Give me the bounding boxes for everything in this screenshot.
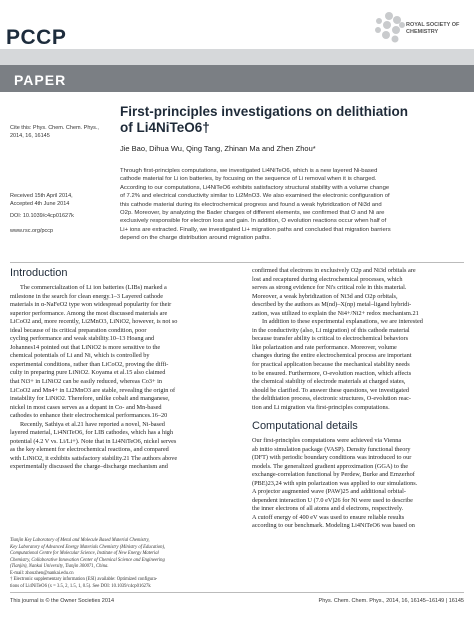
computational-body <box>252 437 464 531</box>
divider <box>10 262 464 263</box>
rsc-logo-text: ROYAL SOCIETY OF CHEMISTRY <box>406 22 460 35</box>
abstract <box>120 167 465 243</box>
body-line: the delithiation process, electronic structures, O-evolution reac- <box>252 395 411 403</box>
affiliation-line: (Tianjin), Nankai University, Tianjin 300071, China. <box>10 564 109 569</box>
affiliation-block <box>10 538 222 590</box>
computational-line: dependent interaction U (7.0 eV)26 for Ni were used to describe <box>252 496 413 504</box>
body-line: changes during the entire electrochemical process are important <box>252 352 412 360</box>
intro-line: experimentally discussed the charge–discharge mechanism and <box>10 463 168 471</box>
computational-line: A cutoff energy of 400 eV was used to ensure reliable results <box>252 513 405 521</box>
body-line: the chemical stability of electrode materials at charged states, <box>252 378 406 386</box>
corresponding-email[interactable]: E-mail: zhouzhen@nankai.edu.cn <box>10 570 74 576</box>
body-line: because transfer ability is critical to electrochemical behaviors <box>252 335 409 343</box>
footer-citation: Phys. Chem. Chem. Phys., 2014, 16, 16145–16149 | 16145 <box>318 598 464 604</box>
intro-line: experimental conditions, rather than LiCoO2, proving the diffi- <box>10 360 169 368</box>
body-line: zation, was utilized to explain the Ni4+/Ni2+ redox mechanism.21 <box>252 309 419 317</box>
doi[interactable]: DOI: 10.1039/c4cp01627k <box>10 213 74 219</box>
citation-line: Cite this: Phys. Chem. Chem. Phys., <box>10 125 99 131</box>
citation-line: 2014, 16, 16145 <box>10 133 50 139</box>
journal-website-link[interactable]: www.rsc.org/pccp <box>10 228 54 234</box>
intro-line: Recently, Sathiya et al.21 have reported a novel, Ni-based <box>20 420 165 428</box>
computational-line: exchange-correlation functional by Perdew, Burke and Ernzerhof <box>252 471 415 479</box>
intro-line: potential (4.2 V vs. Li/Li+). Note that in Li4NiTeO6, nickel serves <box>10 437 177 445</box>
intro-line: LiCoO2 and Mn4+ in Li2MnO3 are stable, revealing the origin of <box>10 386 176 394</box>
computational-line: according to our benchmark. Modeling Li4NiTeO6 was based on <box>252 522 415 530</box>
affiliation-line: Chemistry, Collaborative Innovation Center of Chemical Science and Engineering <box>10 557 165 563</box>
body-line: described by the authors as M(nd)–X(np) metal–ligand hybridi- <box>252 301 412 309</box>
footer-divider <box>10 592 464 593</box>
received-date: Received 15th April 2014, <box>10 193 73 199</box>
computational-line: models. The generalized gradient approximation (GGA) to the <box>252 462 409 470</box>
intro-line: The commercialization of Li ion batteries (LIBs) marked a <box>20 284 167 291</box>
intro-line: milestone in the search for clean energy.1–3 Layered cathode <box>10 292 164 300</box>
title-line: First-principles investigations on delithiation <box>120 104 409 119</box>
abstract-line: Through first-principles computations, we investigated Li4NiTeO6, which is a new layered Ni-based <box>120 168 378 174</box>
body-line: in the conductivity (also, Li migration) of this cathode material <box>252 326 410 334</box>
abstract-line: O2p. Moreover, by analyzing the Bader charges of different elements, we confirmed that O and Ni are <box>120 210 385 217</box>
abstract-line: exclusively responsible for electron loss and gain. In addition, O evolution reactions occur when half of <box>120 218 387 225</box>
intro-line: ideal because of its critical preparation condition, poor <box>10 326 147 334</box>
body-line: like polarization and rate performance. Moreover, volume <box>252 343 397 351</box>
intro-line: LiCoO2 and, more recently, Li2MnO3, LiNiO2, however, is not so <box>10 318 178 326</box>
intro-line: cycling performance and weak stability.10–13 Hoang and <box>10 335 155 343</box>
article-title <box>120 104 460 136</box>
intro-line: instability for LiNiO2. Therefore, unlike cobalt and manganese, <box>10 395 170 403</box>
affiliation-line: Key Laboratory of Advanced Energy Materials Chemistry (Ministry of Education), <box>10 544 166 550</box>
computational-line: ab initio simulation package (VASP). Density functional theory <box>252 445 411 453</box>
intro-line: chemical potentials of Li and Ni, which is controlled by <box>10 352 150 360</box>
body-line: should be clarified. To answer these questions, we investigated <box>252 386 410 394</box>
abstract-line: depend on the charge distribution around migration paths. <box>120 235 271 242</box>
body-line: confirmed that electrons in exclusively O2p and Ni3d orbitals are <box>252 267 416 274</box>
computational-heading: Computational details <box>252 420 358 432</box>
abstract-line: According to our computations, Li4NiTeO6 exhibits satisfactory structural stability with a volume change <box>120 184 390 191</box>
body-line: Moreover, a weak hybridization of Ni3d and O2p orbitals, <box>252 292 398 300</box>
abstract-line: cathode material for Li ion batteries, by focusing on the sequence of Li removal when it is charged. <box>120 176 377 183</box>
accepted-date: Accepted 4th June 2014 <box>10 201 70 207</box>
intro-body <box>10 284 222 472</box>
intro-line: with LiNiO2, it exhibits satisfactory stability.21 The authors above <box>10 454 178 462</box>
body-line: for practical application because the mechanical stability needs <box>252 361 410 369</box>
computational-line: Our first-principles computations were achieved via Vienna <box>252 437 402 444</box>
intro-line: that Ni3+ in LiNiO2 can be easily reduced, whereas Co3+ in <box>10 378 162 386</box>
intro-line: nickel in most cases serves as a dopant in Co- and Mn-based <box>10 403 162 411</box>
computational-line: the inner electrons of all atoms and d electrons, respectively. <box>252 505 404 513</box>
intro-line: superior performance. Among the most discussed materials are <box>10 309 168 317</box>
esi-note-line: tions of Li4NiTeO6 (x = 3.5, 2, 1.5, 1, 0.5). See DOI: 10.1039/c4cp01627k <box>10 583 151 589</box>
computational-line: (DFT) with periodic boundary conditions was introduced to our <box>252 454 412 462</box>
computational-line: (PBE)23,24 with spin polarization was applied to our simulations. <box>252 479 418 487</box>
body-right <box>252 267 464 412</box>
body-line: lost and recaptured during electrochemical processes, which <box>252 275 403 283</box>
section-band <box>0 65 474 92</box>
section-label: PAPER <box>14 72 67 88</box>
body-line: serves as strong evidence for Ni's critical role in this material. <box>252 284 407 292</box>
author-list: Jie Bao, Dihua Wu, Qing Tang, Zhinan Ma and Zhen Zhou* <box>120 144 316 153</box>
intro-line: cathodes to enhance their electrochemical performances.16–20 <box>10 412 168 420</box>
intro-line: materials in α-NaFeO2 type won widespread popularity for their <box>10 301 172 309</box>
title-line: of Li4NiTeO6† <box>120 120 210 135</box>
intro-line: culty in preparing pure LiNiO2. Koyama et al.15 also claimed <box>10 369 166 377</box>
dates-block <box>10 192 110 220</box>
abstract-line: this cathode material during its electrochemical progress and found a weak hybridization of Ni3d and <box>120 201 382 208</box>
abstract-line: of 7.2% and electrical conductivity similar to Li2MnO3. We also examined the electronic configuration of <box>120 193 390 200</box>
intro-heading: Introduction <box>10 267 68 279</box>
footer-copyright: This journal is © the Owner Societies 2014 <box>10 598 115 604</box>
intro-line: Johannes14 pointed out that LiNiO2 is more sensitive to the <box>10 343 161 351</box>
body-line: In addition to these experimental explanations, we are interested <box>262 318 423 326</box>
computational-line: A projector augmented wave (PAW)25 and additional orbital- <box>252 488 406 496</box>
affiliation-line: Tianjin Key Laboratory of Metal and Molecule Based Material Chemistry, <box>10 538 150 543</box>
journal-name: PCCP <box>6 26 67 49</box>
intro-line: layered material, Li4NiTeO6, for LIB cathodes, which has a high <box>10 429 174 437</box>
affiliation-line: Computational Centre for Molecular Science, Institute of New Energy Material <box>10 551 159 556</box>
abstract-line: Li+ ions are extracted. Finally, we investigated Li+ migration paths and concluded that migration barriers <box>120 226 391 233</box>
citation-block <box>10 124 110 140</box>
esi-note-line: † Electronic supplementary information (ESI) available: Optimized configura- <box>10 577 158 582</box>
body-line: to be ensured. Furthermore, O-evolution reaction, which affects <box>252 369 412 377</box>
intro-line: as the key element for electrochemical reactions, and compared <box>10 446 169 454</box>
body-line: tion and Li migration via first-principles computations. <box>252 403 390 411</box>
